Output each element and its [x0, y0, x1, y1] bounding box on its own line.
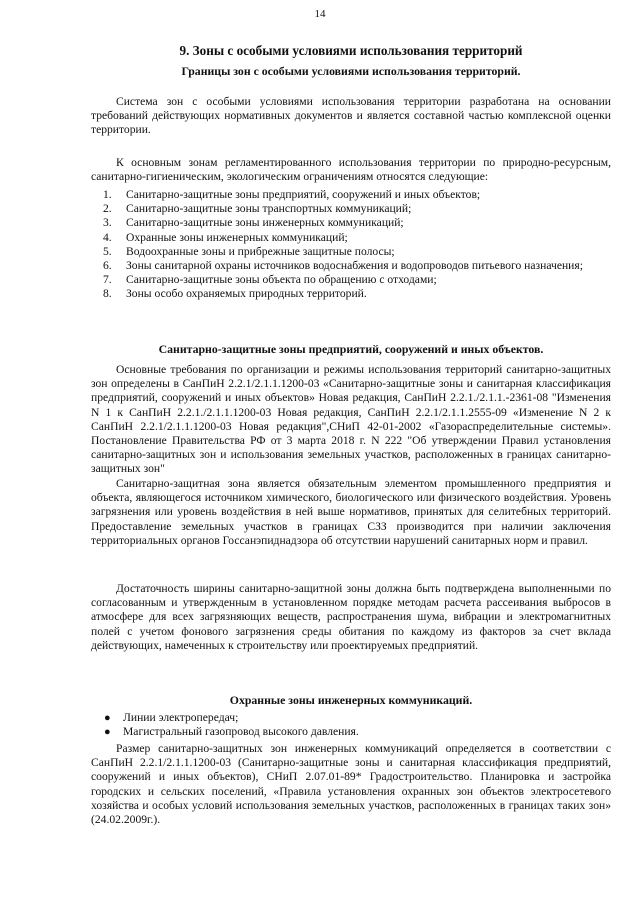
list-item-text: Санитарно-защитные зоны транспортных коммуникаций; — [126, 202, 412, 216]
list-item — [91, 216, 611, 230]
list-item — [91, 231, 611, 245]
bullet-text: Линии электропередач; — [123, 711, 239, 724]
section-title: 9. Зоны с особыми условиями использования территорий — [179, 43, 523, 58]
bullet-item — [91, 725, 611, 739]
zones-list — [91, 188, 611, 302]
list-item-number: 7. — [103, 273, 112, 287]
list-item — [91, 287, 611, 301]
list-item-number: 3. — [103, 216, 112, 230]
list-item-text: Водоохранные зоны и прибрежные защитные полосы; — [126, 244, 395, 258]
bullet-item — [91, 711, 611, 725]
list-item-text: Охранные зоны инженерных коммуникаций; — [126, 230, 348, 244]
list-item — [91, 259, 611, 273]
list-item-number: 4. — [103, 230, 112, 244]
list-item-text: Санитарно-защитные зоны предприятий, сооружений и иных объектов; — [126, 188, 481, 201]
subsection-heading-borders: Границы зон с особыми условиями использования территорий. — [181, 64, 521, 78]
bullet-text: Магистральный газопровод высокого давления. — [123, 725, 359, 739]
sanitary-paragraph-2: Санитарно-защитная зона является обязательным элементом промышленного предприятия и объекта, являющегося источником химического, биологического или физического воздействия. Уровень загрязнения или уровень воздействия в ней выше нормативов, принятых для селитебных территорий. Предоставление земельных участков в границах СЗЗ производится при наличии заключения территориальных органов Госсанэпиднадзора об отсутствии нарушений санитарных норм и правил. — [91, 477, 611, 547]
subsection-heading-protection: Охранные зоны инженерных коммуникаций. — [229, 693, 473, 707]
list-item — [91, 202, 611, 216]
bullet-icon: ● — [104, 726, 111, 739]
intro-paragraph: Система зон с особыми условиями использования территории разработана на основании требований действующих нормативных документов и является составной частью комплексной оценки территории. — [91, 95, 611, 137]
list-item-text: Санитарно-защитные зоны инженерных коммуникаций; — [126, 216, 404, 230]
list-item-number: 6. — [103, 259, 112, 273]
list-item-number: 8. — [103, 287, 112, 301]
list-item-text: Зоны особо охраняемых природных территорий. — [126, 287, 367, 301]
bullet-icon: ● — [104, 712, 111, 724]
list-item-number: 2. — [103, 202, 112, 216]
list-item-number: 5. — [103, 244, 112, 258]
list-item — [91, 188, 611, 202]
sanitary-paragraph-3: Достаточность ширины санитарно-защитной зоны должна быть подтверждена выполненными по согласованным и утвержденным в установленном порядке методам расчета рассеивания выбросов в атмосфере для всех загрязняющих веществ, распространения шума, вибрации и электромагнитных полей с учетом фонового загрязнения среды обитания по каждому из факторов за счет вклада действующих, намеченных к строительству или проектируемых предприятий. — [91, 582, 611, 652]
page-number: 14 — [314, 8, 326, 20]
list-item-number: 1. — [103, 188, 112, 201]
protection-bullets — [91, 711, 611, 739]
list-item — [91, 245, 611, 259]
subsection-heading-sanitary: Санитарно-защитные зоны предприятий, сооружений и иных объектов. — [158, 342, 544, 356]
protection-paragraph: Размер санитарно-защитных зон инженерных коммуникаций определяется в соответствии с СанПиН 2.2.1/2.1.1.1200-03 (Санитарно-защитные зоны и санитарная классификация предприятий, сооружений и иных объектов), СНиП 2.07.01-89* Градостроительство. Планировка и застройка городских и сельских поселений, «Правила установления охранных зон объектов электросетевого хозяйства и особых условий использования земельных участков, расположенных в границах таких зон» (24.02.2009г.). — [91, 742, 611, 827]
sanitary-paragraph-1: Основные требования по организации и режимы использования территорий санитарно-защитных зон определены в СанПиН 2.2.1/2.1.1.1200-03 «Санитарно-защитные зоны и санитарная классификация предприятий, сооружений и иных объектов» Новая редакция, СанПиН 2.2.1./2.1.1.-2361-08 "Изменения N 1 к СанПиН 2.2.1./2.1.1.1200-03 Новая редакция, СанПиН 2.2.1/2.1.1.2555-09 «Изменение N 2 к СанПиН 2.2.1/2.1.1.1200-03 Новая редакция",СНиП 42-01-2002 «Газораспределительные системы». Постановление Правительства РФ от 3 марта 2018 г. N 222 "Об утверждении Правил установления санитарно-защитных зон и использования земельных участков, расположенных в границах санитарно-защитных зон" — [91, 363, 611, 476]
list-item-text: Зоны санитарной охраны источников водоснабжения и водопроводов питьевого назначения; — [126, 259, 583, 273]
list-item-text: Санитарно-защитные зоны объекта по обращению с отходами; — [126, 273, 437, 287]
list-item — [91, 273, 611, 287]
main-zones-paragraph: К основным зонам регламентированного использования территории по природно-ресурсным, санитарно-гигиеническим, экологическим ограничениям относятся следующие: — [91, 156, 611, 184]
